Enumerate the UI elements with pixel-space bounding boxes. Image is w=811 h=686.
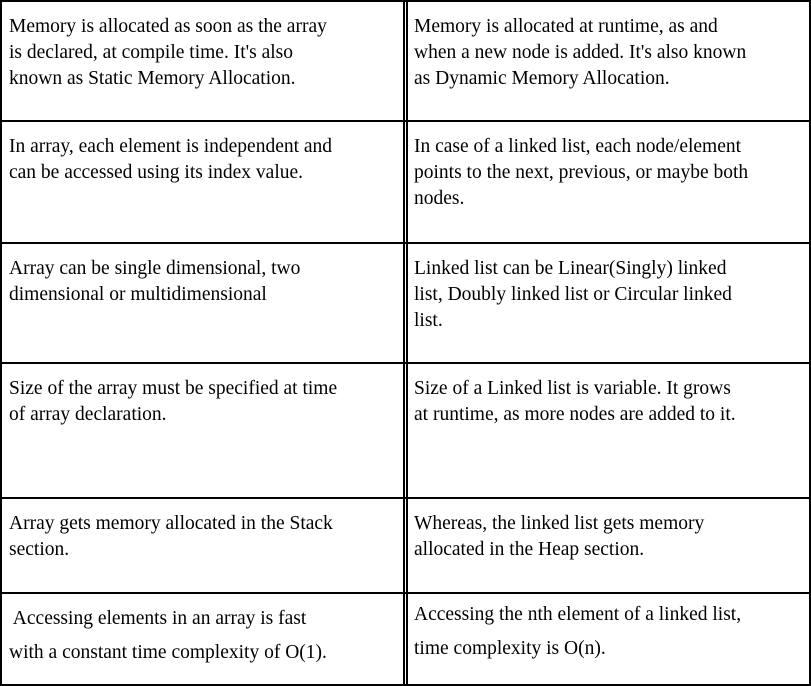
cell-line: Accessing elements in an array is fast bbox=[9, 608, 307, 629]
table-border-left bbox=[0, 0, 2, 686]
cell-line: Size of the array must be specified at time bbox=[9, 378, 338, 399]
cell-line: Whereas, the linked list gets memory bbox=[414, 513, 705, 534]
table-cell-linked-list bbox=[406, 366, 809, 428]
cell-line: can be accessed using its index value. bbox=[9, 162, 304, 183]
cell-line: of array declaration. bbox=[9, 404, 167, 425]
column-divider bbox=[406, 0, 408, 686]
cell-line: section. bbox=[9, 539, 70, 560]
table-cell-linked-list bbox=[406, 4, 809, 92]
cell-line: Array can be single dimensional, two bbox=[9, 258, 301, 279]
table-cell-array bbox=[0, 246, 403, 308]
cell-line: In case of a linked list, each node/element bbox=[414, 136, 742, 157]
cell-line: when a new node is added. It's also known bbox=[414, 42, 747, 63]
cell-line: Memory is allocated as soon as the array bbox=[9, 16, 327, 37]
cell-line: with a constant time complexity of O(1). bbox=[9, 642, 327, 663]
cell-line: In array, each element is independent and bbox=[9, 136, 333, 157]
cell-line: at runtime, as more nodes are added to it. bbox=[414, 404, 736, 425]
cell-line: dimensional or multidimensional bbox=[9, 284, 267, 305]
cell-line: nodes. bbox=[414, 188, 465, 209]
table-cell-linked-list bbox=[406, 598, 809, 666]
table-cell-array bbox=[0, 124, 403, 186]
table-cell-array bbox=[0, 602, 403, 670]
cell-line: list, Doubly linked list or Circular linked bbox=[414, 284, 732, 305]
column-divider bbox=[403, 0, 405, 686]
cell-line: is declared, at compile time. It's also bbox=[9, 42, 294, 63]
table-cell-linked-list bbox=[406, 124, 809, 212]
cell-line: Linked list can be Linear(Singly) linked bbox=[414, 258, 727, 279]
cell-line: Accessing the nth element of a linked list, bbox=[414, 604, 742, 625]
table-cell-array bbox=[0, 4, 403, 92]
cell-line: Memory is allocated at runtime, as and bbox=[414, 16, 718, 37]
table-cell-array bbox=[0, 501, 403, 563]
cell-line: Size of a Linked list is variable. It grows bbox=[414, 378, 731, 399]
cell-line: known as Static Memory Allocation. bbox=[9, 68, 296, 89]
cell-line: allocated in the Heap section. bbox=[414, 539, 645, 560]
table-cell-linked-list bbox=[406, 246, 809, 334]
cell-line: Array gets memory allocated in the Stack bbox=[9, 513, 333, 534]
cell-line: as Dynamic Memory Allocation. bbox=[414, 68, 670, 89]
table-cell-array bbox=[0, 366, 403, 428]
table-cell-linked-list bbox=[406, 501, 809, 563]
cell-line: points to the next, previous, or maybe both bbox=[414, 162, 749, 183]
cell-line: list. bbox=[414, 310, 443, 331]
cell-line: time complexity is O(n). bbox=[414, 638, 606, 659]
